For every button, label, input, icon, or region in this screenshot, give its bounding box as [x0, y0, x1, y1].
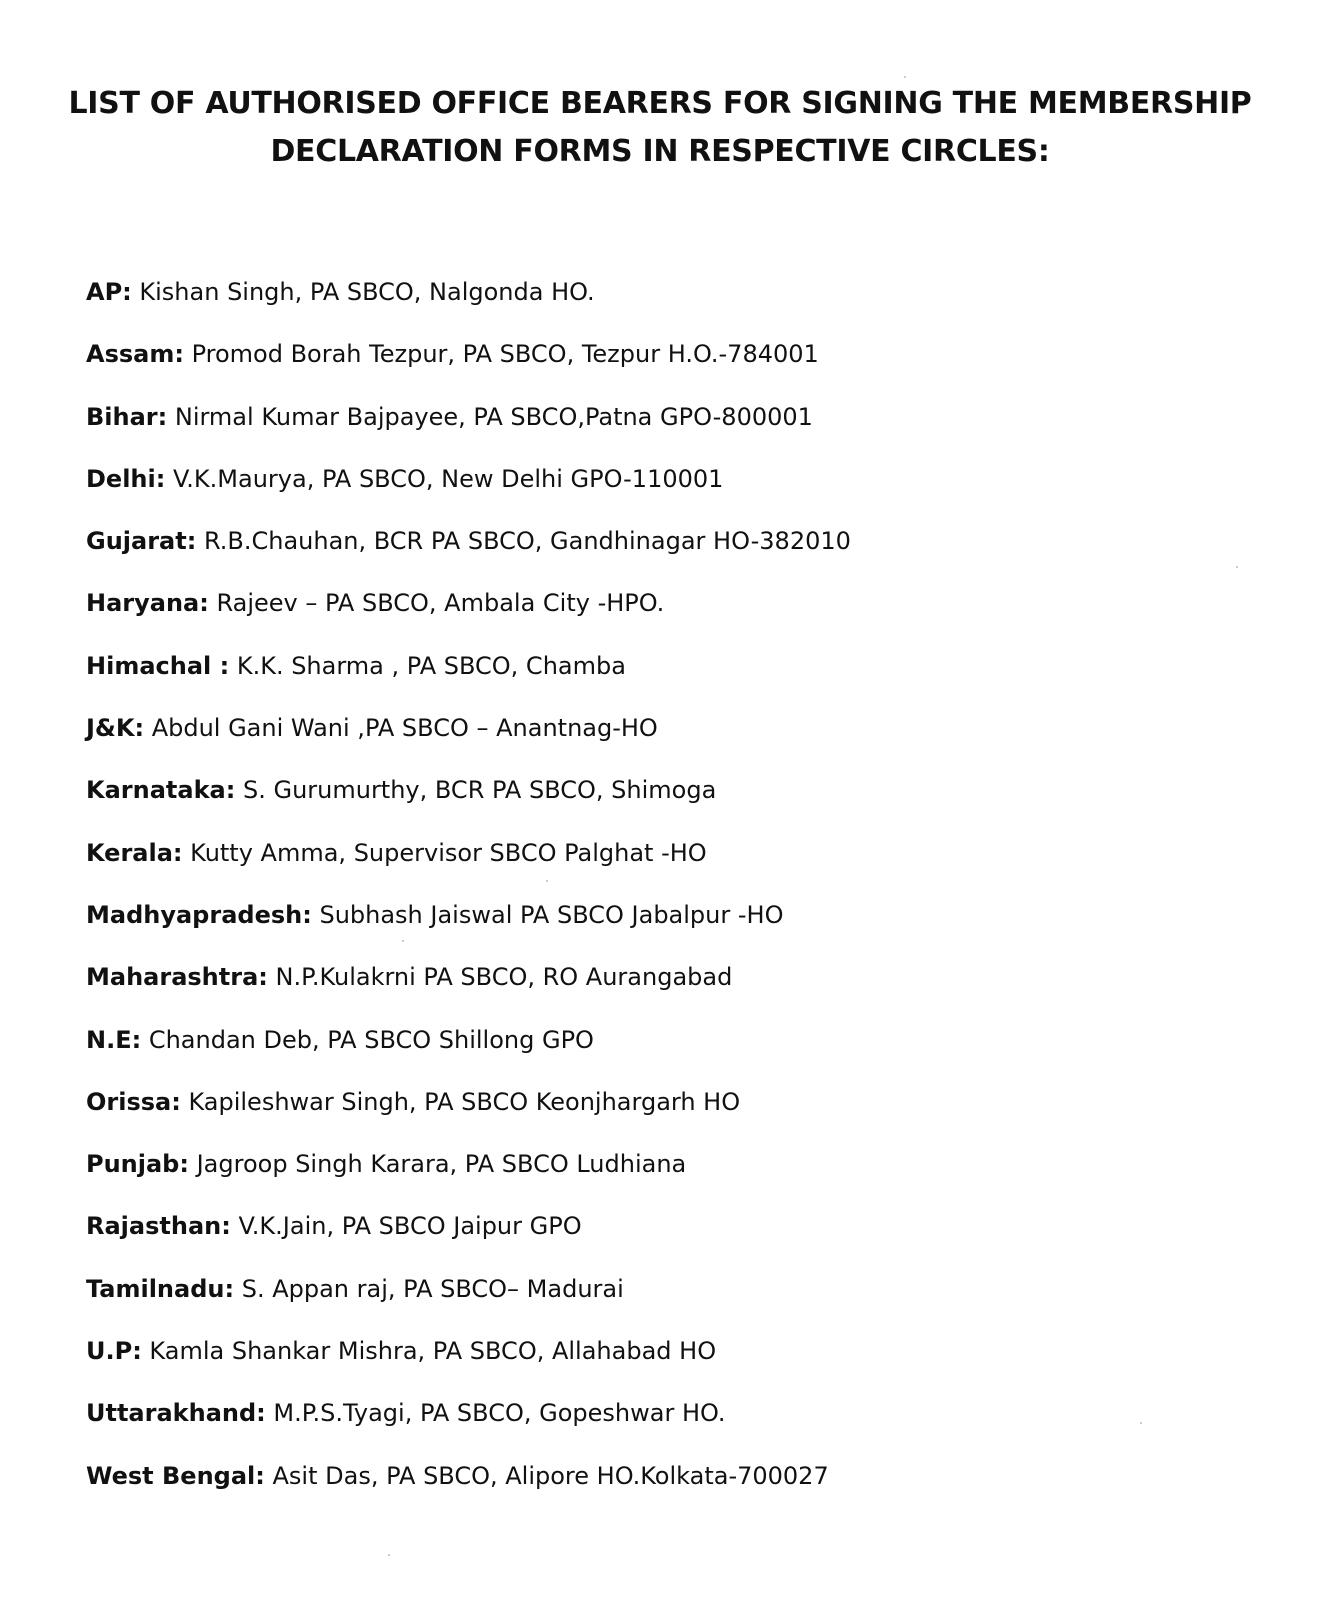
circle-name: Punjab: — [86, 1150, 189, 1179]
circle-name: Rajasthan: — [86, 1212, 231, 1241]
bearer-details: Promod Borah Tezpur, PA SBCO, Tezpur H.O.-784001 — [183, 340, 819, 369]
list-item — [86, 708, 1236, 770]
list-item — [86, 1456, 1236, 1518]
list-item — [86, 1269, 1236, 1331]
circle-name: Delhi: — [86, 464, 166, 493]
circle-name: AP: — [86, 278, 132, 306]
bearer-details: K.K. Sharma , PA SBCO, Chamba — [229, 651, 626, 680]
list-item — [86, 1331, 1236, 1393]
bearer-details: Kutty Amma, Supervisor SBCO Palghat -HO — [182, 838, 707, 867]
list-item — [86, 272, 1236, 334]
circle-name: Karnataka: — [86, 776, 236, 805]
scan-speck — [1236, 566, 1238, 568]
bearer-details: Nirmal Kumar Bajpayee, PA SBCO,Patna GPO-800001 — [167, 402, 813, 431]
document-title — [60, 80, 1260, 176]
circle-name: Kerala: — [86, 838, 183, 867]
circle-name: J&K: — [86, 714, 145, 743]
list-item — [86, 334, 1236, 396]
bearer-details: V.K.Maurya, PA SBCO, New Delhi GPO-110001 — [165, 464, 724, 493]
circle-name: Assam: — [86, 340, 184, 369]
list-item — [86, 521, 1236, 583]
scan-speck — [546, 880, 548, 882]
list-item — [86, 1144, 1236, 1206]
bearer-details: R.B.Chauhan, BCR PA SBCO, Gandhinagar HO-382010 — [196, 527, 851, 556]
title-line-1: LIST OF AUTHORISED OFFICE BEARERS FOR SIGNING THE MEMBERSHIP — [68, 86, 1252, 121]
bearer-details: Abdul Gani Wani ,PA SBCO – Anantnag-HO — [144, 714, 658, 743]
list-item — [86, 1082, 1236, 1144]
bearer-details: Kapileshwar Singh, PA SBCO Keonjhargarh HO — [180, 1087, 741, 1116]
list-item — [86, 1206, 1236, 1268]
list-item — [86, 459, 1236, 521]
circle-name: Uttarakhand: — [86, 1399, 266, 1428]
circle-name: West Bengal: — [86, 1461, 265, 1490]
bearer-details: Kishan Singh, PA SBCO, Nalgonda HO. — [131, 278, 595, 306]
bearer-details: S. Appan raj, PA SBCO– Madurai — [234, 1274, 624, 1303]
list-item — [86, 1020, 1236, 1082]
scan-speck — [402, 940, 404, 942]
bearer-details: S. Gurumurthy, BCR PA SBCO, Shimoga — [235, 776, 717, 805]
bearer-details: Kamla Shankar Mishra, PA SBCO, Allahabad HO — [141, 1337, 717, 1366]
circle-name: Tamilnadu: — [86, 1274, 235, 1303]
circle-name: U.P: — [86, 1337, 142, 1366]
circle-name: Maharashtra: — [86, 963, 268, 992]
list-item — [86, 770, 1236, 832]
list-item — [86, 397, 1236, 459]
circle-name: Gujarat: — [86, 527, 197, 556]
list-item — [86, 1393, 1236, 1455]
circle-name: Orissa: — [86, 1087, 181, 1116]
list-item — [86, 833, 1236, 895]
bearer-details: Chandan Deb, PA SBCO Shillong GPO — [141, 1025, 594, 1054]
scan-speck — [388, 1554, 390, 1556]
bearer-details: V.K.Jain, PA SBCO Jaipur GPO — [230, 1212, 582, 1241]
bearer-details: Subhash Jaiswal PA SBCO Jabalpur -HO — [311, 900, 784, 929]
bearer-details: Asit Das, PA SBCO, Alipore HO.Kolkata-700027 — [264, 1461, 829, 1490]
circle-name: N.E: — [86, 1025, 142, 1054]
bearer-details: Jagroop Singh Karara, PA SBCO Ludhiana — [188, 1150, 687, 1179]
circle-name: Haryana: — [86, 589, 209, 618]
circle-name: Bihar: — [86, 402, 168, 431]
scan-speck — [904, 76, 906, 78]
list-item — [86, 957, 1236, 1019]
list-item — [86, 646, 1236, 708]
list-item — [86, 895, 1236, 957]
circle-name: Madhyapradesh: — [86, 900, 312, 929]
list-item — [86, 583, 1236, 645]
circle-name: Himachal : — [86, 651, 230, 680]
bearer-details: M.P.S.Tyagi, PA SBCO, Gopeshwar HO. — [265, 1399, 726, 1428]
office-bearers-list — [86, 272, 1236, 1518]
bearer-details: N.P.Kulakrni PA SBCO, RO Aurangabad — [267, 963, 733, 992]
title-line-2: DECLARATION FORMS IN RESPECTIVE CIRCLES: — [270, 134, 1050, 169]
scan-speck — [1140, 1422, 1142, 1424]
bearer-details: Rajeev – PA SBCO, Ambala City -HPO. — [208, 589, 665, 618]
